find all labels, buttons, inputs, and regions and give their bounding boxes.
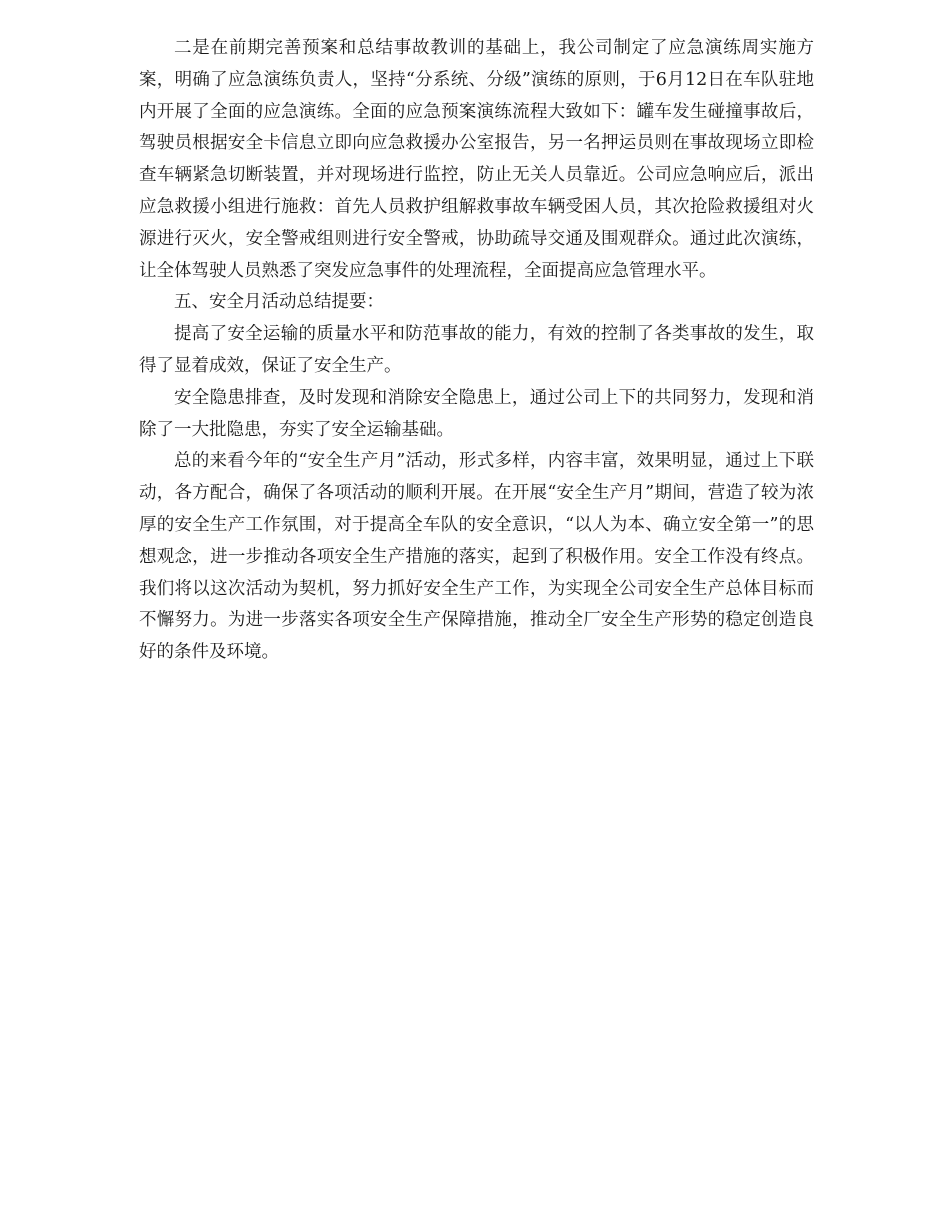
paragraph-quality-improvement: 提高了安全运输的质量水平和防范事故的能力，有效的控制了各类事故的发生，取得了显着成效，保证了安全生产。 xyxy=(139,324,814,376)
section-heading-summary: 五、安全月活动总结提要： xyxy=(174,292,384,313)
paragraph-emergency-drill: 二是在前期完善预案和总结事故教训的基础上，我公司制定了应急演练周实施方案，明确了应急演练负责人，坚持“分系统、分级”演练的原则，于6月12日在车队驻地内开展了全面的应急演练。全面的应急预案演练流程大致如下：罐车发生碰撞事故后，驾驶员根据安全卡信息立即向应急救援办公室报告，另一名押运员则在事故现场立即检查车辆紧急切断装置，并对现场进行监控，防止无关人员靠近。公司应急响应后，派出应急救援小组进行施救：首先人员救护组解救事故车辆受困人员，其次抢险救援组对火源进行灭火，安全警戒组则进行安全警戒，协助疏导交通及围观群众。通过此次演练，让全体驾驶人员熟悉了突发应急事件的处理流程，全面提高应急管理水平。 xyxy=(139,38,814,281)
paragraph-overall-summary: 总的来看今年的“安全生产月”活动，形式多样，内容丰富，效果明显，通过上下联动，各方配合，确保了各项活动的顺利开展。在开展“安全生产月”期间，营造了较为浓厚的安全生产工作氛围，对于提高全车队的安全意识，“以人为本、确立安全第一”的思想观念，进一步推动各项安全生产措施的落实，起到了积极作用。安全工作没有终点。我们将以这次活动为契机，努力抓好安全生产工作，为实现全公司安全生产总体目标而不懈努力。为进一步落实各项安全生产保障措施，推动全厂安全生产形势的稳定创造良好的条件及环境。 xyxy=(139,451,814,663)
paragraph-hazard-inspection: 安全隐患排查，及时发现和消除安全隐患上，通过公司上下的共同努力，发现和消除了一大批隐患，夯实了安全运输基础。 xyxy=(139,387,814,440)
document-body xyxy=(139,33,814,669)
